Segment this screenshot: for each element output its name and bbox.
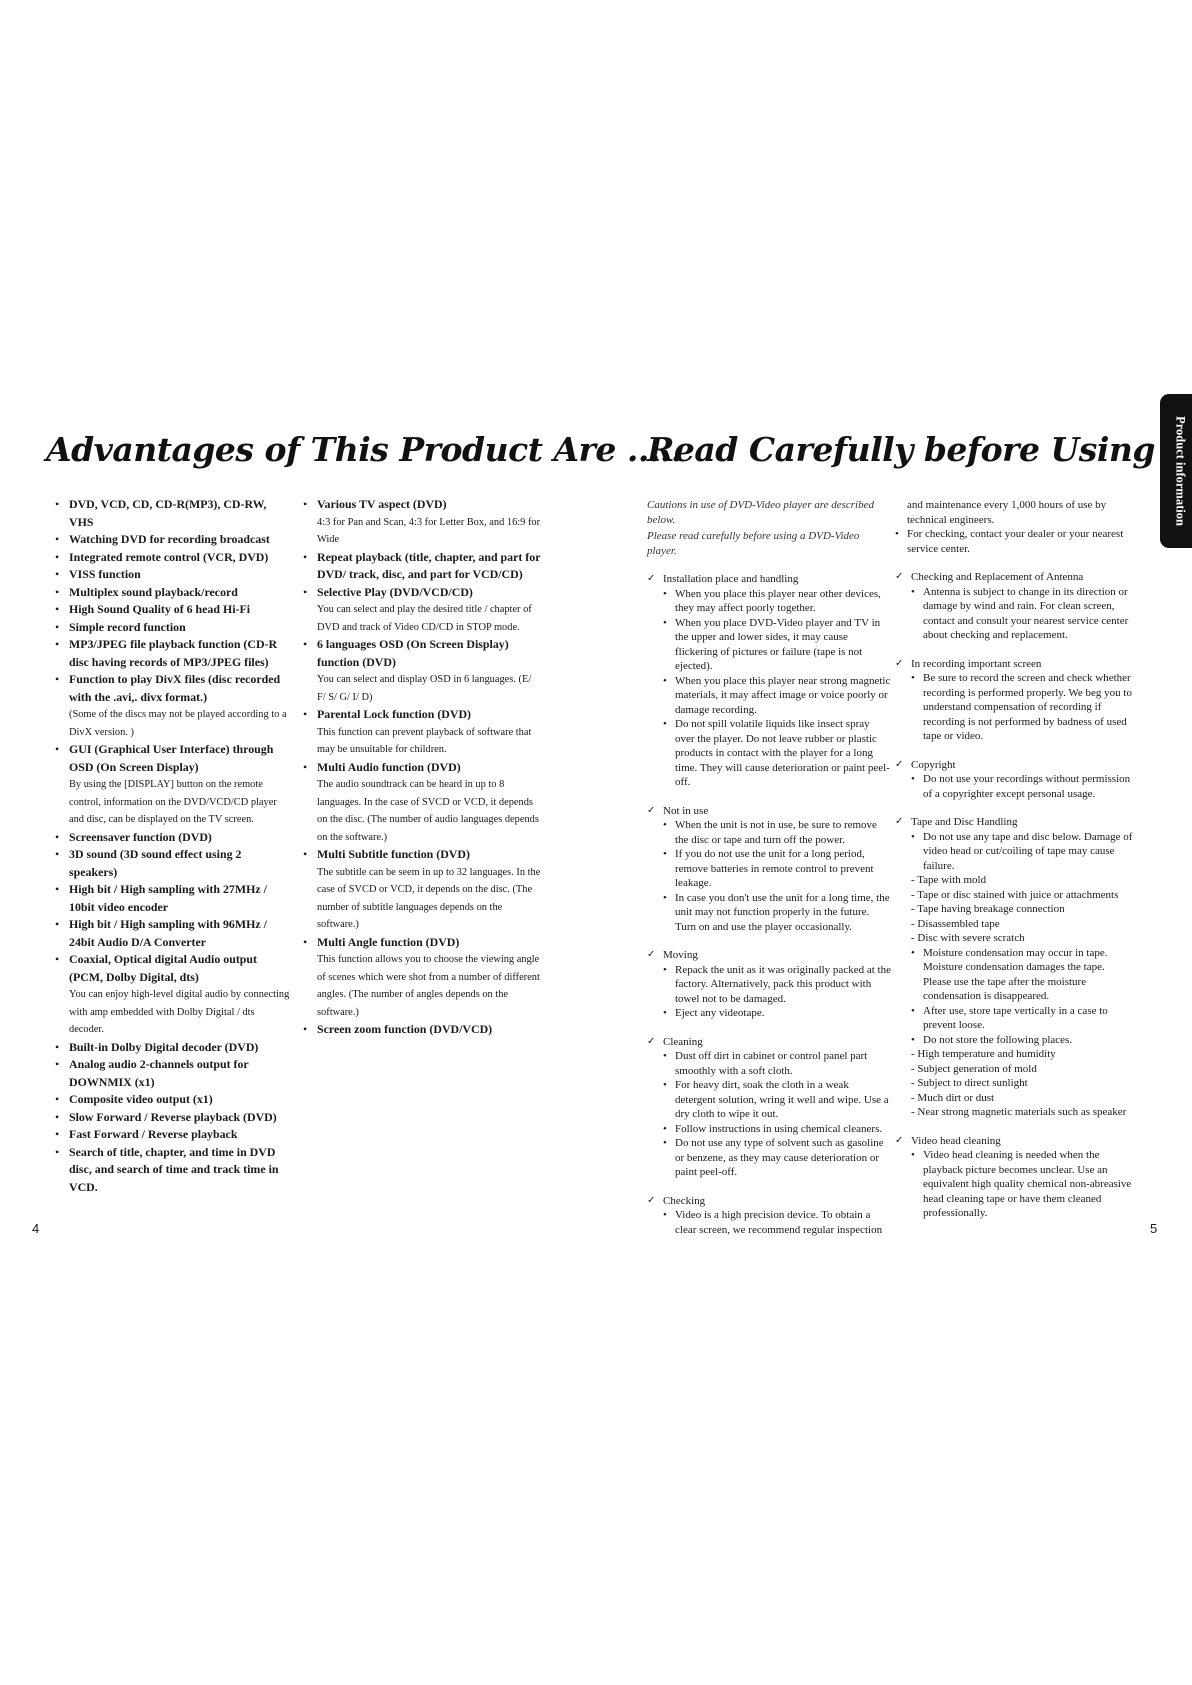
feature-title: GUI (Graphical User Interface) through OSD (On Screen Display) [69, 742, 274, 774]
feature-item [55, 916, 291, 951]
feature-title: Parental Lock function (DVD) [317, 707, 472, 721]
caution-bullet-list [911, 1148, 1135, 1221]
side-tab-product-information [1160, 394, 1192, 548]
caution-bullet-list [911, 772, 1135, 801]
feature-note: (Some of the discs may not be played according to a DivX version. ) [69, 709, 287, 738]
caution-bullet: • Moisture condensation may occur in tape. Moisture condensation damages the tape. Please use the tape after the moisture condensation is disappeared. [911, 946, 1135, 1004]
feature-note: By using the [DISPLAY] button on the remote control, information on the DVD/VCD/CD player and disc, can be displayed on the TV screen. [69, 779, 277, 825]
caution-section-title: ✓ Cleaning [663, 1035, 891, 1050]
caution-bullet-list [911, 585, 1135, 643]
feature-item [55, 741, 291, 829]
feature-item [55, 829, 291, 847]
caution-bullet: • Do not use any type of solvent such as gasoline or benzene, as they may cause deterioration or paint peel-off. [663, 1136, 891, 1180]
caution-section [895, 758, 1135, 802]
caution-bullet: • Follow instructions in using chemical cleaners. [663, 1122, 891, 1137]
feature-item [55, 846, 291, 881]
feature-title: Various TV aspect (DVD) [317, 497, 447, 511]
caution-sections-1 [647, 572, 891, 1237]
caution-bullet: • Dust off dirt in cabinet or control panel part smoothly with a soft cloth. [663, 1049, 891, 1078]
intro-line-1: Cautions in use of DVD-Video player are described below. [647, 499, 874, 526]
feature-item [303, 549, 541, 584]
caution-section-title: ✓ Tape and Disc Handling [911, 815, 1135, 830]
advantages-column-1 [55, 496, 291, 1196]
feature-item [303, 636, 541, 706]
feature-note: You can select and display OSD in 6 languages. (E/ F/ S/ G/ I/ D) [317, 674, 532, 703]
caution-bullet: • After use, store tape vertically in a case to prevent loose. [911, 1004, 1135, 1033]
caution-bullet: • When you place DVD-Video player and TV in the upper and lower sides, it may cause flickering of pictures or failure (tape is not ejected). [663, 616, 891, 674]
feature-item [303, 759, 541, 847]
feature-item [55, 584, 291, 602]
feature-title: Integrated remote control (VCR, DVD) [69, 549, 269, 564]
feature-item [55, 531, 291, 549]
continuation-text: and maintenance every 1,000 hours of use by technical engineers. [907, 499, 1107, 526]
caution-section [895, 570, 1135, 643]
caution-bullet: • Video is a high precision device. To obtain a clear screen, we recommend regular inspection [663, 1208, 891, 1237]
caution-dash-item: - Near strong magnetic materials such as speaker [911, 1106, 1127, 1118]
caution-bullet: • Do not spill volatile liquids like insect spray over the player. Do not leave rubber or plastic products in contact with the player for a long time. They will cause deterioration or paint peel-off. [663, 717, 891, 790]
feature-item [303, 496, 541, 549]
caution-bullet: • If you do not use the unit for a long period, remove batteries in remote control to prevent leakage. [663, 847, 891, 891]
caution-section [895, 815, 1135, 1120]
caution-dash-item: - Tape with mold [911, 874, 987, 886]
caution-bullet: • For heavy dirt, soak the cloth in a weak detergent solution, wring it well and wipe. Use a dry cloth to wipe it out. [663, 1078, 891, 1122]
caution-section [647, 1035, 891, 1180]
caution-dash-item: - Subject generation of mold [911, 1062, 1037, 1075]
feature-item [303, 1021, 541, 1039]
feature-item [55, 1126, 291, 1144]
feature-title: Watching DVD for recording broadcast [69, 532, 270, 546]
continuation-list [895, 527, 1135, 556]
caution-bullet-list [663, 963, 891, 1021]
caution-dash-item: - High temperature and humidity [911, 1048, 1056, 1060]
feature-note: You can select and play the desired title / chapter of DVD and track of Video CD/CD in STOP mode. [317, 604, 532, 633]
caution-bullet: • For checking, contact your dealer or your nearest service center. [895, 527, 1135, 556]
feature-item [55, 1039, 291, 1057]
caution-bullet-list [911, 946, 1135, 1048]
left-page-title: Advantages of This Product Are ..... [46, 430, 682, 469]
feature-title: High bit / High sampling with 27MHz / 10bit video encoder [69, 882, 267, 914]
feature-title: Selective Play (DVD/VCD/CD) [317, 584, 473, 599]
feature-title: DVD, VCD, CD, CD-R(MP3), CD-RW, VHS [69, 497, 267, 529]
caution-section [647, 948, 891, 1021]
caution-section-title: ✓ Not in use [663, 804, 891, 819]
caution-bullet: • Eject any videotape. [663, 1006, 891, 1021]
caution-section-title: ✓ In recording important screen [911, 657, 1135, 672]
feature-item [55, 496, 291, 531]
feature-title: Multi Angle function (DVD) [317, 934, 460, 949]
caution-bullet: • Do not use any tape and disc below. Damage of video head or cut/coiling of tape may cause failure. [911, 830, 1135, 874]
feature-title: Fast Forward / Reverse playback [69, 1127, 238, 1141]
page-number-right: 5 [1150, 1221, 1158, 1236]
feature-title: High Sound Quality of 6 head Hi-Fi [69, 602, 251, 616]
caution-bullet-list [663, 587, 891, 790]
caution-section-title: ✓ Moving [663, 948, 891, 963]
feature-item [55, 549, 291, 567]
caution-bullet-list [911, 830, 1135, 874]
right-page-title: Read Carefully before Using [647, 430, 1155, 469]
feature-note: The subtitle can be seem in up to 32 languages. In the case of SVCD or VCD, it depends on the disc. (The number of subtitle languages depends on the software.) [317, 866, 541, 930]
feature-title: Composite video output (x1) [69, 1092, 213, 1106]
feature-item [303, 934, 541, 1022]
caution-bullet-list [663, 818, 891, 934]
caution-section [647, 572, 891, 790]
caution-bullet: • Repack the unit as it was originally packed at the factory. Alternatively, pack this product with towel not to be damaged. [663, 963, 891, 1007]
feature-title: Function to play DivX files (disc recorded with the .avi,. divx format.) [69, 672, 281, 704]
feature-title: VISS function [69, 567, 141, 581]
caution-bullet: • Be sure to record the screen and check whether recording is performed properly. We beg you to understand compensation of recording if recording is not performed by badness of used tape or video. [911, 671, 1135, 744]
feature-item [55, 1091, 291, 1109]
feature-item [55, 881, 291, 916]
feature-item [55, 1056, 291, 1091]
caution-dash-item: - Much dirt or dust [911, 1091, 995, 1104]
cautions-column-1 [647, 498, 891, 1237]
caution-bullet-list [663, 1208, 891, 1237]
feature-note: The audio soundtrack can be heard in up to 8 languages. In the case of SVCD or VCD, it depends on the disc. (The number of audio languages depends on the software.) [317, 779, 539, 843]
feature-title: Multi Subtitle function (DVD) [317, 847, 470, 861]
caution-section [647, 804, 891, 935]
feature-title: Search of title, chapter, and time in DVD disc, and search of time and track time in VCD. [69, 1144, 279, 1194]
feature-title: Multiplex sound playback/record [69, 584, 238, 599]
feature-item [55, 1109, 291, 1127]
feature-title: Built-in Dolby Digital decoder (DVD) [69, 1039, 259, 1054]
feature-item [55, 636, 291, 671]
feature-item [55, 601, 291, 619]
feature-title: 3D sound (3D sound effect using 2 speakers) [69, 847, 242, 879]
feature-title: Simple record function [69, 619, 186, 634]
caution-section-title: ✓ Video head cleaning [911, 1134, 1135, 1149]
side-tab-label: Product information [1173, 416, 1188, 526]
caution-dash-item: - Tape having breakage connection [911, 903, 1065, 915]
page-number-left: 4 [32, 1221, 40, 1236]
caution-dash-item: - Subject to direct sunlight [911, 1077, 1028, 1089]
caution-bullet: • When you place this player near strong magnetic materials, it may affect image or voice poorly or damage recording. [663, 674, 891, 718]
feature-title: Repeat playback (title, chapter, and part for DVD/ track, disc, and part for VCD/CD) [317, 549, 541, 581]
feature-note: This function can prevent playback of software that may be unsuitable for children. [317, 726, 532, 755]
feature-note: 4:3 for Pan and Scan, 4:3 for Letter Box, and 16:9 for Wide [317, 516, 541, 545]
feature-title: High bit / High sampling with 96MHz / 24bit Audio D/A Converter [69, 917, 267, 949]
advantages-column-2 [303, 496, 541, 1039]
feature-title: Coaxial, Optical digital Audio output (PCM, Dolby Digital, dts) [69, 952, 257, 984]
feature-title: Screensaver function (DVD) [69, 829, 212, 844]
caution-bullet: • When the unit is not in use, be sure to remove the disc or tape and turn off the power. [663, 818, 891, 847]
caution-dash-item: - Tape or disc stained with juice or attachments [911, 888, 1119, 901]
feature-title: 6 languages OSD (On Screen Display) function (DVD) [317, 637, 509, 669]
feature-item [55, 566, 291, 584]
caution-section [895, 657, 1135, 744]
feature-item [303, 706, 541, 759]
caution-bullet: • Do not use your recordings without permission of a copyrighter except personal usage. [911, 772, 1135, 801]
checking-continuation [895, 498, 1135, 556]
caution-section [647, 1194, 891, 1238]
caution-section-title: ✓ Checking and Replacement of Antenna [911, 570, 1135, 585]
caution-section [895, 1134, 1135, 1221]
feature-item [303, 584, 541, 637]
feature-item [55, 1144, 291, 1197]
caution-bullet-list [663, 1049, 891, 1180]
feature-note: This function allows you to choose the viewing angle of scenes which were shot from a number of different angles. (The number of angles depends on the software.) [317, 954, 540, 1018]
caution-bullet: • Video head cleaning is needed when the playback picture becomes unclear. Use an equivalent high quality chemical non-abreasive head cleaning tape or have them cleaned professionally. [911, 1148, 1135, 1221]
caution-section-title: ✓ Copyright [911, 758, 1135, 773]
feature-item [55, 951, 291, 1039]
caution-dash-item: - Disc with severe scratch [911, 932, 1025, 944]
cautions-column-2 [895, 498, 1135, 1221]
caution-bullet: • Antenna is subject to change in its direction or damage by wind and rain. For clean screen, contact and consult your nearest service center about checking and replacement. [911, 585, 1135, 643]
feature-item [303, 846, 541, 934]
feature-title: Slow Forward / Reverse playback (DVD) [69, 1109, 277, 1124]
caution-bullet-list [911, 671, 1135, 744]
feature-item [55, 619, 291, 637]
caution-dash-item: - Disassembled tape [911, 917, 1000, 930]
caution-bullet: • Do not store the following places. [911, 1033, 1135, 1048]
feature-note: You can enjoy high-level digital audio by connecting with amp embedded with Dolby Digital / dts decoder. [69, 989, 290, 1035]
feature-item [55, 671, 291, 741]
caution-bullet: • When you place this player near other devices, they may affect poorly together. [663, 587, 891, 616]
caution-sections-2 [895, 570, 1135, 1221]
caution-section-title: ✓ Installation place and handling [663, 572, 891, 587]
feature-title: MP3/JPEG file playback function (CD-R disc having records of MP3/JPEG files) [69, 637, 278, 669]
advantages-list-2 [303, 496, 541, 1039]
advantages-list-1 [55, 496, 291, 1196]
caution-bullet: • In case you don't use the unit for a long time, the unit may not function properly in the future. Turn on and use the player occasionally. [663, 891, 891, 935]
caution-section-title: ✓ Checking [663, 1194, 891, 1209]
feature-title: Analog audio 2-channels output for DOWNMIX (x1) [69, 1057, 249, 1089]
feature-title: Multi Audio function (DVD) [317, 759, 461, 774]
intro-line-2: Please read carefully before using a DVD-Video player. [647, 530, 860, 557]
feature-title: Screen zoom function (DVD/VCD) [317, 1022, 493, 1036]
